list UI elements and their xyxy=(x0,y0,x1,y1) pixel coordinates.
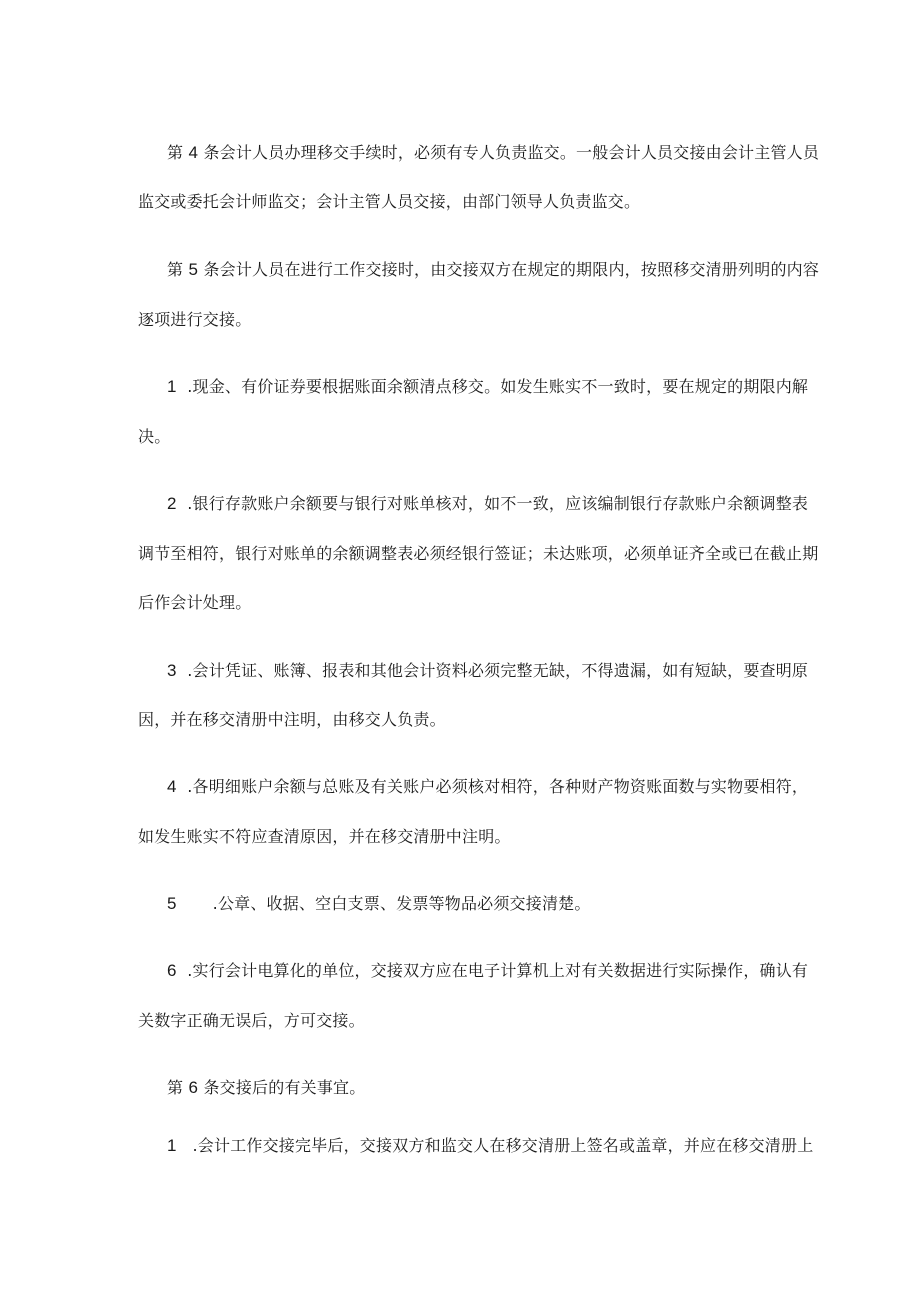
article-5-line-2: 逐项进行交接。 xyxy=(138,310,252,329)
item-2-line-3: 后作会计处理。 xyxy=(138,593,252,612)
article-4-line-1: 第 4 条会计人员办理移交手续时，必须有专人负责监交。一般会计人员交接由会计主管人员 xyxy=(167,143,820,162)
item-4-line-1: 4 .各明细账户余额与总账及有关账户必须核对相符，各种财产物资账面数与实物要相符， xyxy=(167,777,809,796)
article-4-line-2: 监交或委托会计师监交；会计主管人员交接，由部门领导人负责监交。 xyxy=(138,192,641,211)
article-6-line-1: 第 6 条交接后的有关事宜。 xyxy=(167,1078,366,1097)
article-5-line-1: 第 5 条会计人员在进行工作交接时，由交接双方在规定的期限内，按照移交清册列明的内容 xyxy=(167,260,820,279)
item-1-line-2: 决。 xyxy=(138,427,171,446)
article-6-item-1-line-1: 1 .会计工作交接完毕后，交接双方和监交人在移交清册上签名或盖章，并应在移交清册上 xyxy=(167,1136,814,1155)
item-2-line-2: 调节至相符，银行对账单的余额调整表必须经银行签证；未达账项，必须单证齐全或已在截止期 xyxy=(138,544,819,563)
item-1-line-1: 1 .现金、有价证券要根据账面余额清点移交。如发生账实不一致时，要在规定的期限内解 xyxy=(167,377,809,396)
item-2-line-1: 2 .银行存款账户余额要与银行对账单核对，如不一致，应该编制银行存款账户余额调整表 xyxy=(167,494,809,513)
item-3-line-1: 3 .会计凭证、账簿、报表和其他会计资料必须完整无缺，不得遗漏，如有短缺，要查明原 xyxy=(167,661,809,680)
item-6-line-2: 关数字正确无误后，方可交接。 xyxy=(138,1011,365,1030)
item-5-line-1: 5 .公章、收据、空白支票、发票等物品必须交接清楚。 xyxy=(167,894,591,913)
item-4-line-2: 如发生账实不符应查清原因，并在移交清册中注明。 xyxy=(138,827,511,846)
item-3-line-2: 因，并在移交清册中注明，由移交人负责。 xyxy=(138,710,446,729)
item-6-line-1: 6 .实行会计电算化的单位，交接双方应在电子计算机上对有关数据进行实际操作，确认有 xyxy=(167,961,809,980)
